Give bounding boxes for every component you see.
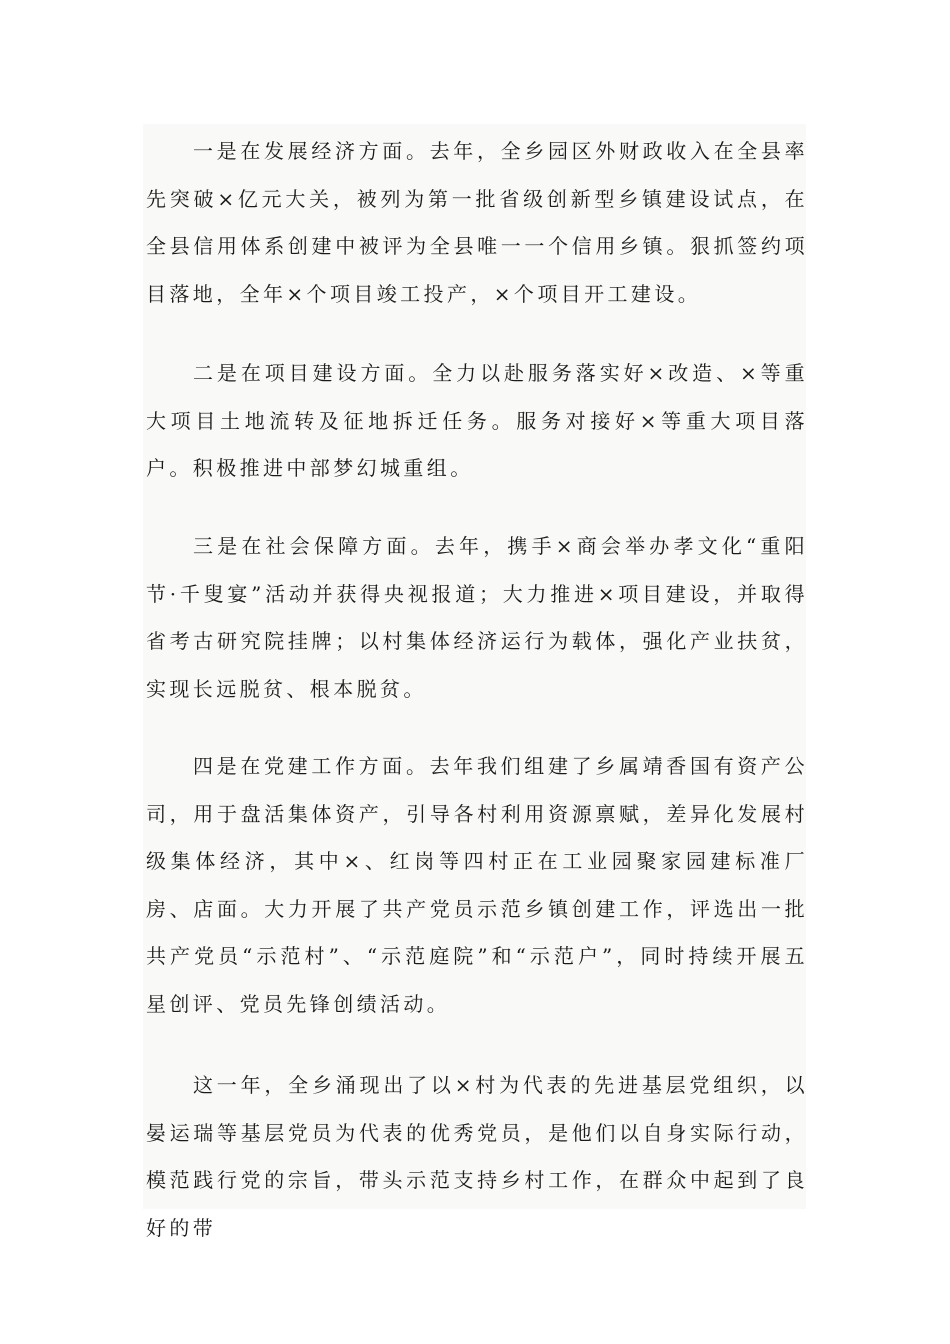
paragraph-social-security: 三是在社会保障方面。去年，携手×商会举办孝文化“重阳节·千叟宴”活动并获得央视报道；大力推进×项目建设，并取得省考古研究院挂牌；以村集体经济运行为载体，强化产业扶贫，实现长远脱贫、根本脱贫。 [146,534,808,701]
paragraph-projects: 二是在项目建设方面。全力以赴服务落实好×改造、×等重大项目土地流转及征地拆迁任务。服务对接好×等重大项目落户。积极推进中部梦幻城重组。 [146,361,808,480]
paragraph-party-building: 四是在党建工作方面。去年我们组建了乡属靖香国有资产公司，用于盘活集体资产，引导各村利用资源禀赋，差异化发展村级集体经济，其中×、红岗等四村正在工业园聚家园建标准厂房、店面。大力开展了共产党员示范乡镇创建工作，评选出一批共产党员“示范村”、“示范庭院”和“示范户”，同时持续开展五星创评、党员先锋创绩活动。 [146,754,808,1016]
paragraph-economy: 一是在发展经济方面。去年，全乡园区外财政收入在全县率先突破×亿元大关，被列为第一批省级创新型乡镇建设试点，在全县信用体系创建中被评为全县唯一一个信用乡镇。狠抓签约项目落地，全年×个项目竣工投产，×个项目开工建设。 [146,139,808,306]
paragraph-this-year: 这一年，全乡涌现出了以×村为代表的先进基层党组织，以晏运瑞等基层党员为代表的优秀党员，是他们以自身实际行动，模范践行党的宗旨，带头示范支持乡村工作，在群众中起到了良好的带 [146,1073,808,1240]
